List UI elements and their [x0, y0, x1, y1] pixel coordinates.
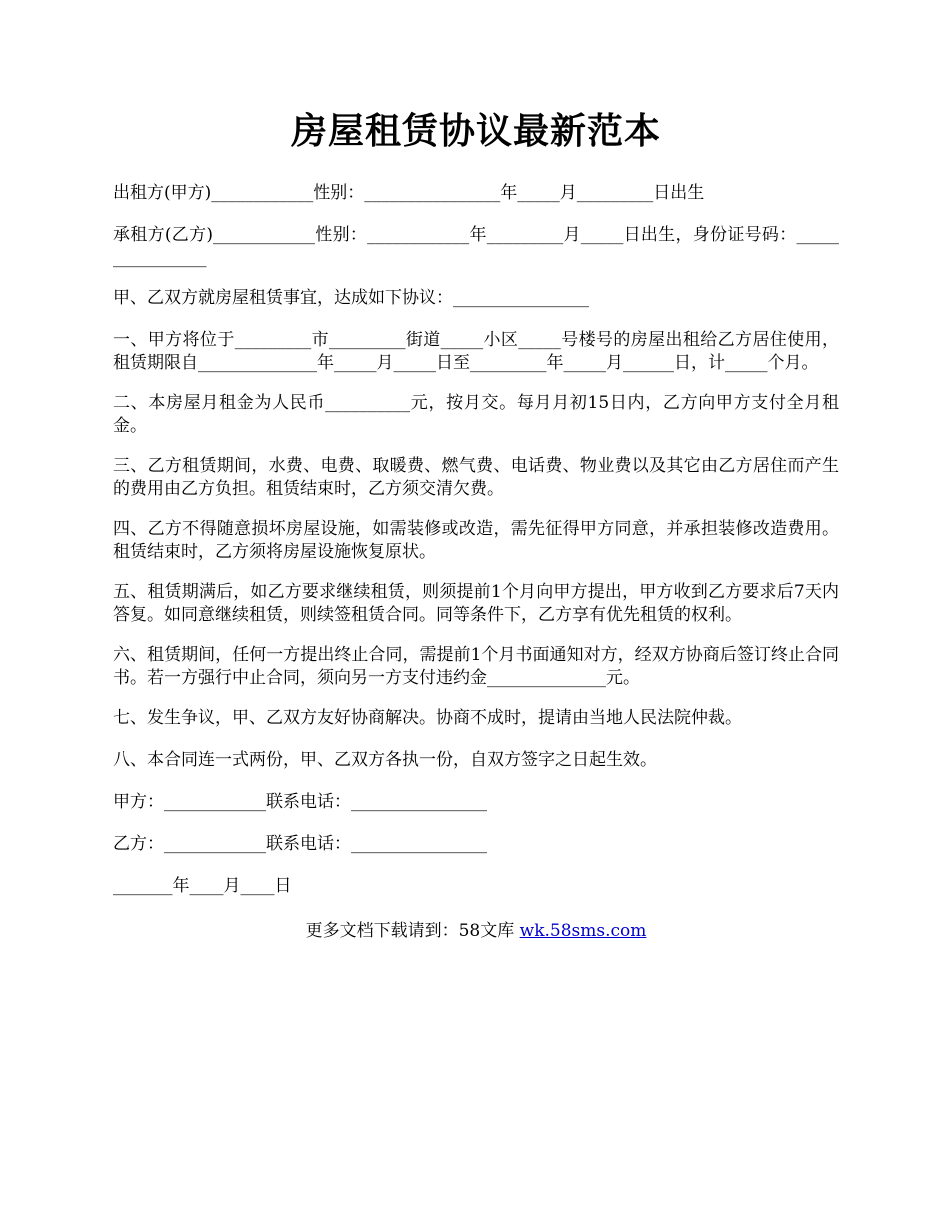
- signing-date: _______年____月____日: [113, 875, 292, 896]
- clause-6: 六、租赁期间，任何一方提出终止合同，需提前1个月书面通知对方，经双方协商后签订终止合同书。若一方强行中止合同，须向另一方支付违约金______________元。: [113, 644, 839, 688]
- party-b-signature: 乙方：____________联系电话：________________: [113, 833, 487, 854]
- agreement-intro: 甲、乙双方就房屋租赁事宜，达成如下协议：________________: [113, 287, 589, 308]
- document-title: 房屋租赁协议最新范本: [290, 110, 661, 152]
- clause-2: 二、本房屋月租金为人民币__________元，按月交。每月月初15日内，乙方向甲方支付全月租金。: [113, 392, 839, 436]
- document-page: [113, 112, 839, 943]
- footer-note: [113, 920, 839, 943]
- party-a-signature: 甲方：____________联系电话：________________: [113, 791, 487, 812]
- clause-4: 四、乙方不得随意损坏房屋设施，如需装修或改造，需先征得甲方同意，并承担装修改造费用。租赁结束时，乙方须将房屋设施恢复原状。: [113, 518, 839, 562]
- clause-5: 五、租赁期满后，如乙方要求继续租赁，则须提前1个月向甲方提出，甲方收到乙方要求后7天内答复。如同意继续租赁，则续签租赁合同。同等条件下，乙方享有优先租赁的权利。: [113, 581, 839, 625]
- clause-7: 七、发生争议，甲、乙双方友好协商解决。协商不成时，提请由当地人民法院仲裁。: [113, 707, 742, 728]
- clause-1: 一、甲方将位于_________市_________街道_____小区_____号楼号的房屋出租给乙方居住使用，租赁期限自______________年_____月_____日至_________年_____月______日，计_____个月。: [113, 329, 839, 373]
- clause-8: 八、本合同连一式两份，甲、乙双方各执一份，自双方签字之日起生效。: [113, 749, 657, 770]
- footer-text: 更多文档下载请到：58文库: [305, 920, 520, 941]
- clause-3: 三、乙方租赁期间，水费、电费、取暖费、燃气费、电话费、物业费以及其它由乙方居住而产生的费用由乙方负担。租赁结束时，乙方须交清欠费。: [113, 455, 839, 499]
- lessor-info: 出租方(甲方)____________性别：________________年_____月_________日出生: [113, 182, 705, 203]
- footer-link[interactable]: wk.58sms.com: [519, 920, 647, 941]
- lessee-info: 承租方(乙方)____________性别：____________年_________月_____日出生，身份证号码：________________: [113, 224, 839, 268]
